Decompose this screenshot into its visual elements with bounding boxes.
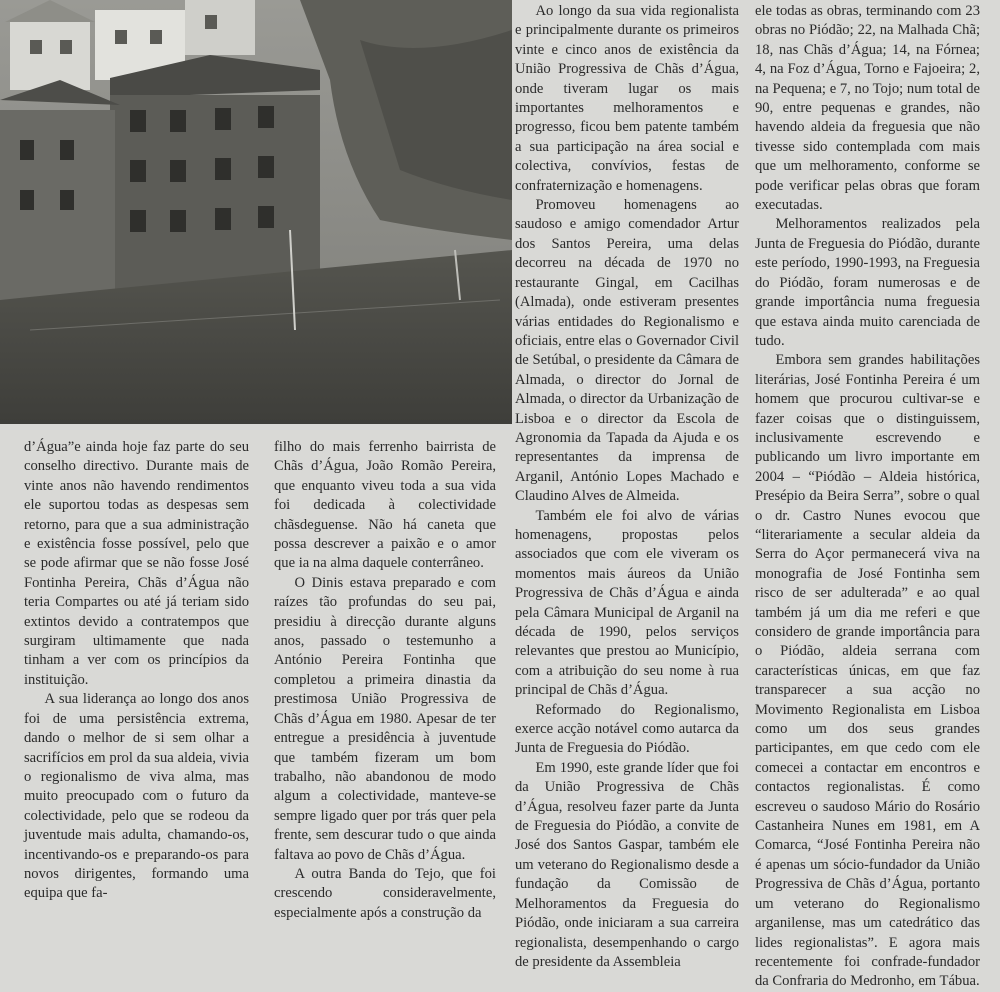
text-column-1 xyxy=(24,438,249,904)
paragraph: Promoveu homenagens ao saudoso e amigo comendador Artur dos Santos Pereira, uma delas decorreu na década de 1970 no restaurante Gingal, em Cacilhas (Almada), onde estiveram presentes várias entidades do Regionalismo e oficiais, entre elas o Governador Civil de Setúbal, o presidente da Câmara de Almada, o director do Jornal de Almada, o director da Urbanização de Lisboa e o director da Escola de Agronomia da Tapada da Ajuda e os representantes da imprensa de Arganil, António Lopes Machado e Claudino Alves de Almeida. xyxy=(515,197,739,505)
paragraph: Ao longo da sua vida regionalista e principalmente durante os primeiros vinte e cinco anos de existência da União Progressiva de Chãs d’Água, onde tiveram lugar os mais importantes melhoramentos e progresso, ficou bem patente também a sua participação na área social e colectiva, convívios, festas de confraternização e homenagens. xyxy=(515,3,739,194)
paragraph: A outra Banda do Tejo, que foi crescendo consideravelmente, especialmente após a construção da xyxy=(274,865,496,921)
paragraph: d’Água”e ainda hoje faz parte do seu conselho directivo. Durante mais de vinte anos não havendo rendimentos ele suportou todas as despesas sem retorno, para que a sua administração e existência fosse possível, pelo que se pode afirmar que se não fosse José Fontinha Pereira, Chãs d’Água não teria Compartes ou até já teriam sido extintos devido a contratempos que surgiram ultimamente que nada tinham a ver com os princípios da instituição. xyxy=(24,439,249,688)
paragraph: Embora sem grandes habilitações literárias, José Fontinha Pereira é um homem que procurou cultivar-se e fazer coisas que o distinguissem, inclusivamente escrevendo e publicando um livro importante em 2004 – “Piódão – Aldeia histórica, Presépio da Beira Serra”, sobre o qual o dr. Castro Nunes evocou que “literariamente a secular aldeia da Serra do Açor permanecerá viva na monografia de José Fontinha sem risco de ser adulterada” e ao qual também já um dia me referi e que considero de grande importância para o Piódão, aldeia serrana com características únicas, em que faz transparecer a sua acção no Movimento Regionalista em Lisboa como um dos seus grandes participantes, em que cedo com ele comecei a contactar em encontros e contactos regionalistas. É como escreveu o saudoso Mário do Rosário Castanheira Nunes em 1981, em A Comarca, “José Fontinha Pereira não é apenas um sócio-fundador da União Progressiva de Chãs d’Água, portanto um veterano do Regionalismo arganilense, mas um catedrático das lides regionalistas”. E agora mais recentemente foi confrade-fundador da Confraria do Medronho, em Tábua. xyxy=(755,352,980,990)
text-column-3 xyxy=(515,2,739,972)
paragraph: filho do mais ferrenho bairrista de Chãs d’Água, João Romão Pereira, que enquanto viveu toda a sua vida foi dedicada à colectividade chãsdeguense. Não há caneta que possa descrever a paixão e o amor que ia na alma daquele conterrâneo. xyxy=(274,439,496,572)
text-column-2 xyxy=(274,438,496,923)
paragraph: A sua liderança ao longo dos anos foi de uma persistência extrema, dando o melhor de si sem olhar a sacrifícios em prol da sua aldeia, vivia o regionalismo de viva alma, mas muito preocupado com o futuro da colectividade, pelo que se rodeou da juventude mais adulta, chamando-os, incentivando-os e preparando-os para novos dirigentes, formando uma equipa que fa- xyxy=(24,691,249,902)
paragraph: ele todas as obras, terminando com 23 obras no Piódão; 22, na Malhada Chã; 18, nas Chãs d’Água; 14, na Fórnea; 4, na Foz d’Água, Torno e Fajoeira; 2, na Pequena; e 7, no Tojo; num total de 90, entre pequenas e grandes, não havendo aldeia da freguesia que não tivesse sido contemplada com mais que um melhoramento, conforme se pode verificar pelas obras que foram executadas. xyxy=(755,3,980,214)
paragraph: Em 1990, este grande líder que foi da União Progressiva de Chãs d’Água, resolveu fazer parte da Junta de Freguesia do Piódão, a convite de José dos Santos Gaspar, também ele um veterano do Regionalismo desde a fundação da Comissão de Melhoramentos da Freguesia do Piódão, onde iniciaram a sua carreira regionalista, desempenhando o cargo de presidente da Assembleia xyxy=(515,759,739,970)
paragraph: Reformado do Regionalismo, exerce acção notável como autarca da Junta de Freguesia do Piódão. xyxy=(515,701,739,757)
paragraph: Também ele foi alvo de várias homenagens, propostas pelos associados que com ele viveram os momentos mais áureos da União Progressiva de Chãs d’Água e ainda pela Câmara Municipal de Arganil na década de 1990, pelos serviços relevantes que prestou ao Município, com a atribuição do seu nome à rua principal de Chãs d’Água. xyxy=(515,507,739,699)
village-buildings-icon xyxy=(0,0,512,424)
paragraph: Melhoramentos realizados pela Junta de Freguesia do Piódão, durante este período, 1990-1993, na Freguesia do Piódão, foram numerosas e de grande importância numa freguesia que estava ainda muito carenciada de tudo. xyxy=(755,216,980,349)
paragraph: O Dinis estava preparado e com raízes tão profundas do seu pai, presidiu à direcção durante alguns anos, passado o testemunho a António Pereira Fontinha que completou a primeira dinastia da prestimosa União Progressiva de Chãs d’Água em 1980. Apesar de ter entregue a presidência à juventude que também fizeram um bom trabalho, não abandonou de modo algum a colectividade, manteve-se sempre ligado quer por trás quer pela frente, sem descurar tudo o que ainda faltava ao povo de Chãs d’Água. xyxy=(274,574,496,863)
text-column-4 xyxy=(755,2,980,992)
village-photo xyxy=(0,0,512,424)
